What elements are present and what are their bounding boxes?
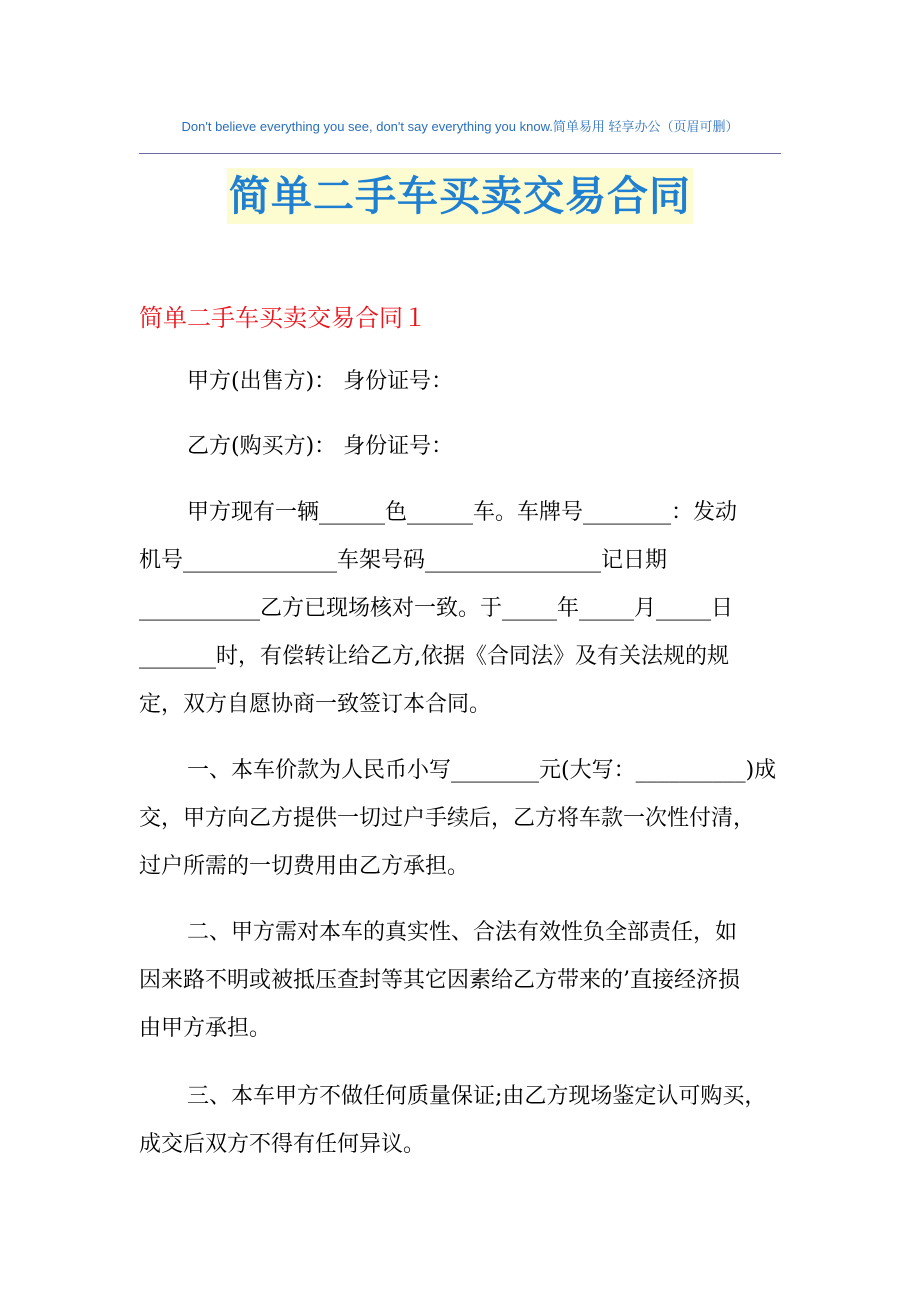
- header-divider: [139, 153, 781, 154]
- paragraph-buyer: [139, 423, 829, 471]
- page-header-text: Don't believe everything you see, don't say everything you know.简单易用 轻享办公（页眉可删）: [181, 119, 739, 134]
- paragraph-line: 过户所需的一切费用由乙方承担。: [139, 854, 470, 879]
- paragraph-line: 因来路不明或被抵压查封等其它因素给乙方带来的’直接经济损: [139, 968, 740, 993]
- paragraph-line: 甲方(出售方)： 身份证号：: [187, 369, 454, 394]
- paragraph-line: _______时，有偿转让给乙方,依据《合同法》及有关法规的规: [139, 644, 729, 669]
- paragraph-line: 成交后双方不得有任何异议。: [139, 1132, 426, 1157]
- paragraph-line: 甲方现有一辆______色______车。车牌号________：发动: [187, 500, 738, 525]
- paragraph-line: 机号______________车架号码________________记日期: [139, 548, 668, 573]
- paragraph-vehicle-info: [139, 489, 829, 729]
- paragraph-line: 乙方(购买方)： 身份证号：: [187, 434, 454, 459]
- paragraph-clause-3: [139, 1073, 829, 1169]
- paragraph-line: 一、本车价款为人民币小写________元(大写：__________)成: [187, 758, 777, 783]
- paragraph-line: ___________乙方已现场核对一致。于_____年_____月_____日: [139, 596, 734, 621]
- document-title: [0, 168, 920, 224]
- paragraph-line: 三、本车甲方不做任何质量保证;由乙方现场鉴定认可购买，: [187, 1084, 767, 1109]
- paragraph-line: 定，双方自愿协商一致签订本合同。: [139, 692, 492, 717]
- section-title: 简单二手车买卖交易合同１: [139, 304, 427, 332]
- paragraph-seller: [139, 358, 829, 406]
- paragraph-line: 由甲方承担。: [139, 1016, 272, 1041]
- paragraph-clause-1: [139, 747, 829, 891]
- document-title-text: 简单二手车买卖交易合同: [227, 168, 693, 224]
- paragraph-clause-2: [139, 909, 829, 1053]
- paragraph-line: 二、甲方需对本车的真实性、合法有效性负全部责任，如: [187, 920, 738, 945]
- paragraph-line: 交，甲方向乙方提供一切过户手续后，乙方将车款一次性付清，: [139, 806, 756, 831]
